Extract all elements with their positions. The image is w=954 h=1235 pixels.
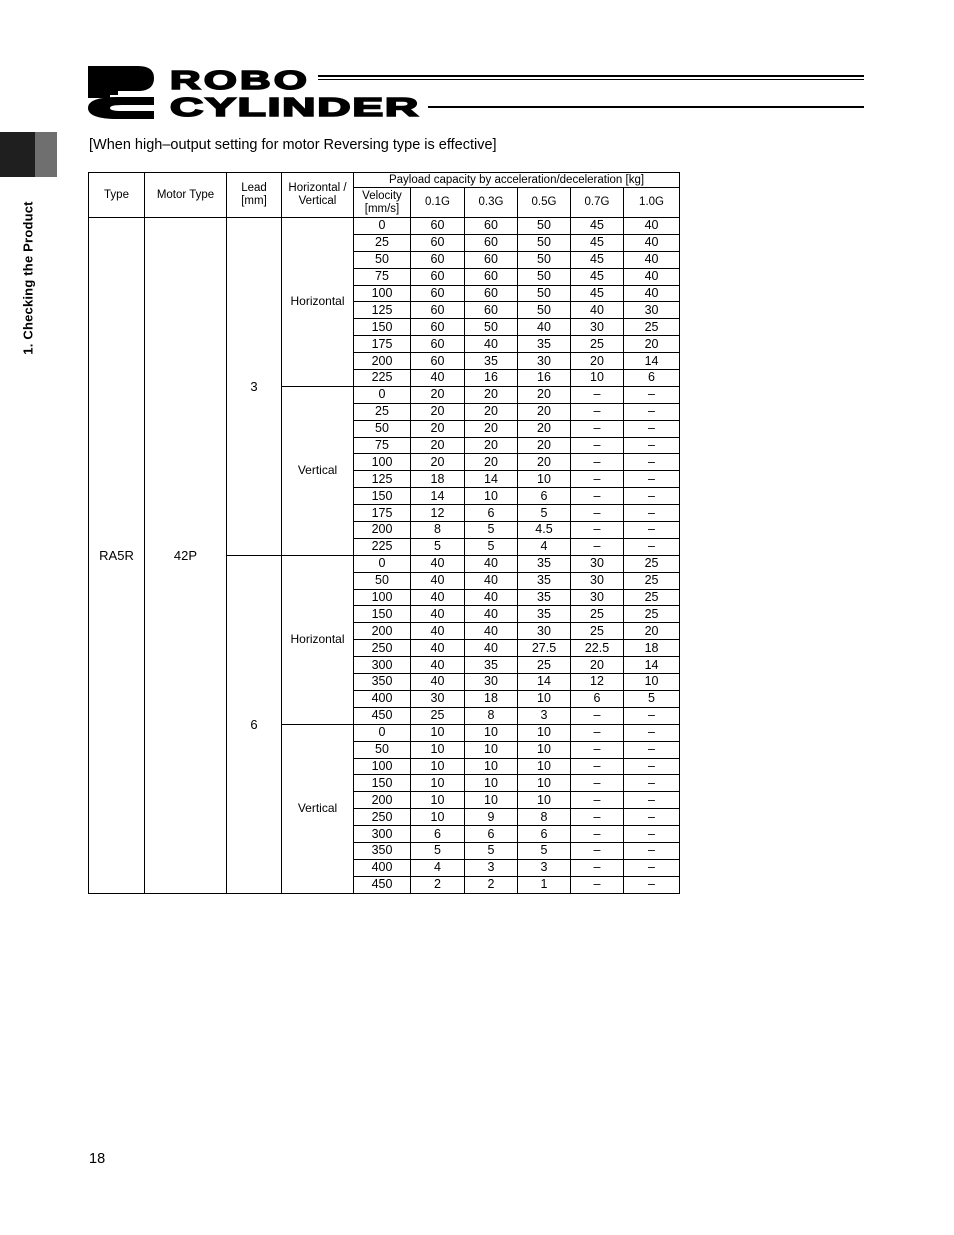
velocity-cell: 300 [354,657,411,674]
header-rule-top-2 [318,79,864,80]
payload-cell: 4 [518,538,571,555]
payload-cell: 35 [465,353,518,370]
page-number: 18 [89,1151,106,1167]
payload-cell: 60 [465,218,518,235]
payload-cell: 14 [411,488,465,505]
payload-cell: 40 [411,555,465,572]
payload-cell: 10 [411,775,465,792]
payload-cell: – [624,538,680,555]
payload-cell: 20 [411,437,465,454]
payload-cell: 2 [411,876,465,893]
velocity-cell: 400 [354,859,411,876]
payload-cell: 5 [411,842,465,859]
lead-cell: 6 [227,555,282,893]
payload-cell: 22.5 [571,640,624,657]
table-row [89,218,680,235]
payload-cell: 8 [411,522,465,539]
payload-cell: 3 [518,859,571,876]
payload-cell: 5 [465,522,518,539]
payload-cell: 25 [624,606,680,623]
orientation-cell: Horizontal [282,555,354,724]
velocity-cell: 25 [354,403,411,420]
payload-cell: 20 [518,454,571,471]
payload-cell: 30 [571,555,624,572]
velocity-cell: 100 [354,454,411,471]
payload-cell: 40 [624,285,680,302]
payload-cell: 40 [411,674,465,691]
payload-cell: 25 [571,606,624,623]
payload-cell: – [571,386,624,403]
payload-cell: 10 [411,741,465,758]
payload-cell: 45 [571,285,624,302]
payload-cell: – [624,707,680,724]
payload-cell: 12 [411,505,465,522]
payload-cell: 25 [624,572,680,589]
header-rule-bottom [428,106,864,108]
payload-cell: 14 [624,353,680,370]
velocity-cell: 400 [354,690,411,707]
payload-cell: 40 [465,572,518,589]
header-accel: 0.1G [411,188,465,218]
payload-cell: – [571,454,624,471]
velocity-cell: 50 [354,741,411,758]
payload-cell: 6 [518,826,571,843]
payload-cell: 10 [465,792,518,809]
payload-cell: 10 [411,724,465,741]
payload-cell: – [571,488,624,505]
payload-cell: 40 [465,606,518,623]
payload-cell: 5 [411,538,465,555]
header-motor-type: Motor Type [145,173,227,218]
payload-cell: 40 [465,336,518,353]
payload-cell: 35 [518,572,571,589]
velocity-cell: 150 [354,488,411,505]
payload-cell: – [624,386,680,403]
payload-cell: 45 [571,234,624,251]
payload-cell: 10 [518,724,571,741]
payload-cell: – [571,775,624,792]
payload-cell: 40 [465,640,518,657]
payload-cell: – [571,792,624,809]
payload-cell: 4.5 [518,522,571,539]
payload-cell: – [571,420,624,437]
motor-type-cell: 42P [145,218,227,894]
payload-cell: 25 [571,623,624,640]
velocity-cell: 200 [354,353,411,370]
payload-cell: – [624,724,680,741]
payload-cell: 20 [465,386,518,403]
chapter-tab-light [35,132,57,177]
velocity-cell: 50 [354,420,411,437]
payload-cell: 3 [518,707,571,724]
payload-cell: 20 [411,420,465,437]
payload-table [88,172,680,894]
velocity-cell: 150 [354,775,411,792]
payload-cell: 60 [465,234,518,251]
payload-cell: 16 [465,370,518,387]
payload-cell: 14 [465,471,518,488]
payload-cell: 20 [571,657,624,674]
payload-cell: – [624,792,680,809]
velocity-cell: 300 [354,826,411,843]
payload-cell: 60 [411,251,465,268]
payload-cell: 12 [571,674,624,691]
payload-cell: – [624,437,680,454]
payload-cell: 16 [518,370,571,387]
payload-cell: 20 [571,353,624,370]
payload-cell: – [624,522,680,539]
payload-cell: 20 [465,403,518,420]
payload-cell: 10 [571,370,624,387]
payload-cell: – [624,505,680,522]
payload-cell: – [571,809,624,826]
payload-cell: 10 [465,775,518,792]
velocity-cell: 125 [354,471,411,488]
payload-cell: 60 [411,218,465,235]
payload-cell: – [571,842,624,859]
payload-cell: 50 [518,234,571,251]
header-payload: Payload capacity by acceleration/deceleration [kg] [354,173,680,188]
svg-text:CYLINDER: CYLINDER [170,92,420,120]
payload-cell: 2 [465,876,518,893]
payload-cell: 20 [518,403,571,420]
payload-cell: 30 [571,589,624,606]
payload-cell: 20 [465,437,518,454]
header-accel: 0.7G [571,188,624,218]
payload-cell: 10 [518,690,571,707]
payload-cell: 45 [571,218,624,235]
payload-cell: – [571,437,624,454]
velocity-cell: 100 [354,758,411,775]
payload-cell: 40 [411,657,465,674]
payload-cell: 35 [518,606,571,623]
payload-cell: 40 [411,623,465,640]
payload-cell: 25 [571,336,624,353]
payload-cell: 8 [518,809,571,826]
payload-cell: – [571,471,624,488]
payload-cell: 40 [624,268,680,285]
payload-cell: 40 [624,234,680,251]
payload-cell: – [571,826,624,843]
velocity-cell: 175 [354,505,411,522]
payload-cell: 1 [518,876,571,893]
payload-cell: 20 [465,454,518,471]
header-lead: Lead [mm] [227,173,282,218]
payload-cell: – [571,876,624,893]
payload-cell: – [624,471,680,488]
payload-cell: 50 [518,285,571,302]
velocity-cell: 100 [354,589,411,606]
payload-cell: 5 [465,538,518,555]
payload-cell: 20 [411,454,465,471]
payload-cell: 6 [411,826,465,843]
payload-cell: 5 [624,690,680,707]
payload-cell: 20 [624,623,680,640]
payload-cell: 60 [411,302,465,319]
payload-cell: 6 [571,690,624,707]
velocity-cell: 225 [354,538,411,555]
payload-cell: – [571,538,624,555]
payload-cell: 40 [411,370,465,387]
payload-cell: 18 [624,640,680,657]
payload-cell: 40 [411,572,465,589]
payload-cell: – [624,826,680,843]
payload-cell: – [571,758,624,775]
payload-cell: 45 [571,268,624,285]
type-cell: RA5R [89,218,145,894]
payload-cell: – [624,420,680,437]
velocity-cell: 50 [354,251,411,268]
velocity-cell: 250 [354,809,411,826]
payload-cell: 25 [624,319,680,336]
payload-cell: 40 [411,589,465,606]
payload-cell: 8 [465,707,518,724]
payload-cell: 60 [465,268,518,285]
payload-cell: – [571,707,624,724]
payload-cell: 40 [518,319,571,336]
payload-cell: 10 [465,741,518,758]
velocity-cell: 350 [354,674,411,691]
velocity-cell: 200 [354,522,411,539]
payload-cell: 5 [518,505,571,522]
payload-cell: 50 [518,302,571,319]
payload-cell: 5 [518,842,571,859]
payload-cell: – [571,505,624,522]
payload-cell: – [624,758,680,775]
payload-cell: – [624,809,680,826]
payload-cell: – [571,724,624,741]
payload-cell: 50 [465,319,518,336]
payload-cell: 30 [465,674,518,691]
payload-cell: 25 [411,707,465,724]
lead-cell: 3 [227,218,282,556]
velocity-cell: 0 [354,724,411,741]
orientation-cell: Vertical [282,386,354,555]
payload-cell: 40 [571,302,624,319]
payload-cell: 10 [465,758,518,775]
payload-cell: 30 [571,572,624,589]
payload-cell: 18 [465,690,518,707]
payload-cell: 4 [411,859,465,876]
payload-cell: 50 [518,218,571,235]
payload-cell: – [624,741,680,758]
payload-cell: 35 [465,657,518,674]
chapter-tab-dark [0,132,35,177]
velocity-cell: 25 [354,234,411,251]
velocity-cell: 450 [354,707,411,724]
velocity-cell: 175 [354,336,411,353]
payload-cell: 20 [465,420,518,437]
header-accel: 1.0G [624,188,680,218]
velocity-cell: 0 [354,218,411,235]
table-body [89,218,680,894]
velocity-cell: 225 [354,370,411,387]
payload-cell: 60 [465,285,518,302]
payload-cell: 60 [411,234,465,251]
payload-cell: 10 [411,809,465,826]
payload-cell: 10 [411,758,465,775]
orientation-cell: Horizontal [282,218,354,387]
payload-cell: 27.5 [518,640,571,657]
payload-cell: 20 [411,403,465,420]
velocity-cell: 50 [354,572,411,589]
payload-cell: 20 [624,336,680,353]
payload-cell: 20 [411,386,465,403]
payload-cell: – [571,403,624,420]
payload-cell: – [571,522,624,539]
header-velocity: Velocity [mm/s] [354,188,411,218]
payload-cell: 6 [624,370,680,387]
payload-cell: 60 [411,268,465,285]
payload-cell: 50 [518,268,571,285]
payload-cell: – [624,775,680,792]
payload-cell: 10 [465,488,518,505]
payload-cell: 30 [571,319,624,336]
payload-cell: 18 [411,471,465,488]
payload-cell: – [624,488,680,505]
payload-cell: 40 [465,623,518,640]
payload-cell: 60 [411,319,465,336]
velocity-cell: 125 [354,302,411,319]
payload-cell: 30 [518,353,571,370]
velocity-cell: 75 [354,437,411,454]
header-orientation: Horizontal / Vertical [282,173,354,218]
velocity-cell: 75 [354,268,411,285]
payload-cell: 10 [518,758,571,775]
payload-cell: 40 [411,606,465,623]
payload-cell: 60 [411,285,465,302]
table-heading: [When high–output setting for motor Reversing type is effective] [89,137,497,153]
velocity-cell: 200 [354,623,411,640]
velocity-cell: 150 [354,606,411,623]
payload-cell: 6 [518,488,571,505]
payload-cell: 9 [465,809,518,826]
payload-cell: 20 [518,386,571,403]
velocity-cell: 0 [354,555,411,572]
payload-cell: 35 [518,555,571,572]
orientation-cell: Vertical [282,724,354,893]
payload-cell: 40 [465,555,518,572]
payload-cell: 20 [518,420,571,437]
header-rule-top-1 [318,75,864,77]
payload-cell: – [624,403,680,420]
payload-cell: 40 [465,589,518,606]
payload-cell: 25 [624,589,680,606]
payload-cell: 35 [518,589,571,606]
velocity-cell: 350 [354,842,411,859]
header-type: Type [89,173,145,218]
payload-cell: 35 [518,336,571,353]
header-accel: 0.3G [465,188,518,218]
payload-cell: 30 [411,690,465,707]
payload-cell: 3 [465,859,518,876]
payload-cell: 45 [571,251,624,268]
payload-cell: 30 [518,623,571,640]
payload-cell: – [624,842,680,859]
velocity-cell: 450 [354,876,411,893]
payload-cell: 40 [411,640,465,657]
payload-cell: 30 [624,302,680,319]
payload-cell: 40 [624,218,680,235]
payload-cell: – [624,876,680,893]
payload-cell: 50 [518,251,571,268]
payload-cell: 25 [518,657,571,674]
payload-cell: 60 [411,353,465,370]
payload-cell: 60 [411,336,465,353]
payload-cell: 6 [465,826,518,843]
payload-cell: – [624,454,680,471]
payload-cell: 10 [518,471,571,488]
payload-cell: 20 [518,437,571,454]
svg-text:ROBO: ROBO [170,66,310,95]
velocity-cell: 100 [354,285,411,302]
chapter-label: 1. Checking the Product [20,201,36,355]
velocity-cell: 0 [354,386,411,403]
payload-cell: 10 [518,792,571,809]
payload-cell: – [571,859,624,876]
payload-cell: 5 [465,842,518,859]
header-accel: 0.5G [518,188,571,218]
payload-cell: 60 [465,251,518,268]
payload-cell: 10 [624,674,680,691]
payload-cell: 10 [518,775,571,792]
payload-cell: 40 [624,251,680,268]
payload-cell: – [624,859,680,876]
payload-cell: 14 [518,674,571,691]
payload-cell: 10 [411,792,465,809]
payload-cell: 14 [624,657,680,674]
velocity-cell: 150 [354,319,411,336]
payload-cell: 60 [465,302,518,319]
payload-cell: – [571,741,624,758]
velocity-cell: 250 [354,640,411,657]
velocity-cell: 200 [354,792,411,809]
payload-cell: 10 [465,724,518,741]
payload-cell: 25 [624,555,680,572]
payload-cell: 6 [465,505,518,522]
payload-cell: 10 [518,741,571,758]
